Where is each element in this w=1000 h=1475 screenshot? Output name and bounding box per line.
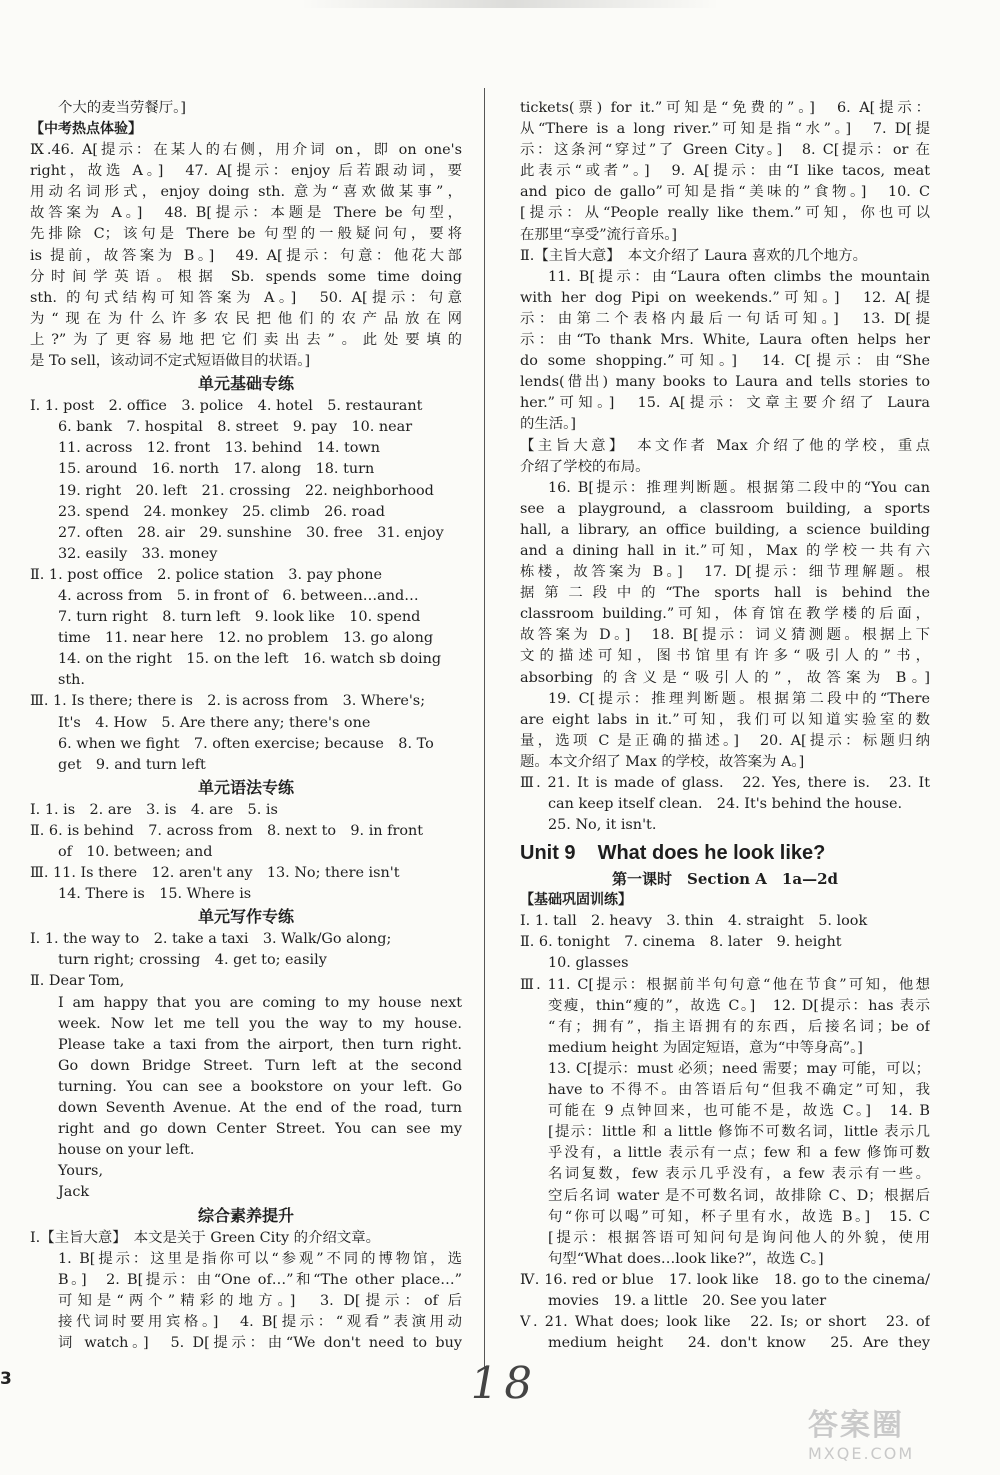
answer-line: 接代词时要用宾格。] 4. B[提示：“观看”表演用动 [58,1313,462,1330]
answer-line: and pico de gallo”可知是指“美味的”食物。] 10. C [520,184,930,201]
answer-line: 空后名词 water 是不可数名词，故排除 C、D；根据后 [548,1187,930,1204]
answer-line: 可知是“两个”精彩的地方。] 3. D[提示：of 后 [58,1292,462,1309]
lesson-title: 第一课时 Section A 1a—2d [612,870,838,889]
answer-line: 题。本文介绍了 Max 的学校，故答案为 A。] [520,753,805,770]
answer-line: 4. across from 5. in front of 6. between…and… [58,587,419,604]
section-heading: 单元语法专练 [197,777,294,797]
answer-line: Ⅱ. 6. is behind 7. across from 8. next to 9. in front [30,822,424,839]
answer-line: Ⅱ. 1. post office 2. police station 3. pay phone [30,566,383,583]
answer-line: have to 不得不。由答语后句“但我不确定”可知，我 [548,1082,930,1099]
answer-line: 故答案为 D。] 18. B[提示：词义猜测题。根据上下 [520,627,930,644]
answer-line: 15. around 16. north 17. along 18. turn [58,461,375,478]
unit-title [520,838,930,868]
answer-line: Ⅰ. 1. tall 2. heavy 3. thin 4. straight 5. look [520,913,868,930]
answer-line: 32. easily 33. money [58,545,218,562]
answer-line: medium height 为固定短语，意为“中等身高”。] [548,1039,863,1056]
answer-line: 示：这条河“穿过”了 Green City。] 8. C[提示：or 在 [520,142,930,159]
answer-line: [提示：根据答语可知问句是询问他人的外貌，使用 [548,1229,930,1246]
answer-line: Go down Bridge Street. Turn left at the second [58,1057,462,1074]
answer-line: 故答案为 A。] 48. B[提示：本题是 There be 句型， [30,205,462,222]
answer-line: and a dining hall in it.”可知，Max 的学校一共有六 [520,542,930,559]
unit-number: Unit 9 [520,842,576,865]
page-number: 3 [0,1369,12,1389]
answer-line: I am happy that you are coming to my house next [58,994,462,1011]
answer-line: 用动名词形式，enjoy doing sth. 意为“喜欢做某事”， [30,184,462,201]
scan-artifact [300,0,720,8]
answer-line: 可能在 9 点钟回来，也可能不是，故选 C。] 14. B [548,1103,930,1120]
answer-line: 变瘦，thin“瘦的”，故选 C。] 12. D[提示：has 表示 [548,997,930,1014]
answer-line: 23. spend 24. monkey 25. climb 26. road [58,503,386,520]
handwritten-page-number: 18 [465,1358,543,1409]
answer-line: her.”可知。] 15. A[提示：文章主要介绍了 Laura [520,395,930,412]
answer-line: Yours, [58,1163,104,1180]
answer-line: 7. turn right 8. turn left 9. look like 10. spend [58,609,421,626]
answer-line: 19. right 20. left 21. crossing 22. neighborhood [58,482,434,499]
answer-line: with her dog Pipi on weekends.”可知。] 12. A[提 [520,289,930,306]
answer-line: [提示：从“People really like them.”可知，你也可以 [520,205,930,222]
answer-line: [提示：little 和 a little 修饰不可数名词，little 表示几 [548,1124,930,1141]
column-divider [484,88,485,1368]
answer-line: Ⅰ. 1. is 2. are 3. is 4. are 5. is [30,801,278,818]
answer-line: B。] 2. B[提示：由“One of…”和“The other place…” [58,1271,462,1288]
answer-line: 25. No, it isn't. [548,817,657,834]
answer-line: 为“现在为什么许多农民把他们的农产品放在网 [30,310,462,327]
answer-line: 名词复数，few 表示几乎没有，a few 表示有一些。 [548,1166,930,1183]
answer-line: 在那里“享受”流行音乐。] [520,226,678,243]
answer-line: 句“你可以喝”可知，杯子里有水，故选 B。] 15. C [548,1208,930,1225]
answer-line: 先排除 C；该句是 There be 句型的一般疑问句，要将 [30,226,462,243]
answer-line: 6. when we fight 7. often exercise; because 8. To [58,735,434,752]
answer-line: 个大的麦当劳餐厅。] [58,100,186,116]
answer-line: 量，选项 C 是正确的描述。] 20. A[提示：标题归纳 [520,732,930,749]
answer-line: 从“There is a long river.”可知是指“水”。] 7. D[提 [520,121,930,138]
answer-line: turning. You can see a bookstore on your left. Go [58,1078,462,1095]
answer-line: 10. glasses [548,955,629,972]
answer-line: 【主旨大意】 本文作者 Max 介绍了他的学校，重点 [520,437,930,454]
answer-line: Ⅸ.46. A[提示：在某人的右侧，用介词 on，即 on one's [30,142,462,159]
answer-line: are eight labs in it.”可知，我们可以知道实验室的数 [520,711,930,728]
answer-line: 1. B[提示：这里是指你可以“参观”不同的博物馆，选 [58,1250,462,1267]
answer-line: 16. B[提示：推理判断题。根据第二段中的“You can [548,479,930,496]
answer-line: 14. There is 15. Where is [58,886,252,903]
answer-line: 据第二段中的“The sports hall is behind the [520,585,930,602]
answer-line: 13. C[提示：must 必须；need 需要；may 可能，可以； [548,1060,930,1077]
right-column [520,98,930,1354]
answer-line: right and go down Center Street. You can see my [58,1121,462,1138]
answer-line: 6. bank 7. hospital 8. street 9. pay 10. near [58,419,413,436]
answer-line: can keep itself clean. 24. It's behind the house. [548,796,903,813]
answer-line: down Seventh Avenue. At the end of the road, turn [58,1100,462,1117]
answer-line: Ⅲ. 11. Is there 12. aren't any 13. No; there isn't [30,865,400,882]
answer-line: do some shopping.”可知。] 14. C[提示：由“She [520,353,930,370]
answer-line: 的生活。] [520,416,576,433]
answer-line: Ⅱ. Dear Tom, [30,973,125,990]
answer-line: 11. B[提示：由“Laura often climbs the mountain [548,268,930,285]
answer-line: Ⅱ.【主旨大意】 本文介绍了 Laura 喜欢的几个地方。 [520,247,867,264]
answer-line: 示：由第二个表格内最后一句话可知。] 13. D[提 [520,310,930,327]
answer-line: 上?”为了更容易地把它们卖出去”。此处要填的 [30,331,462,348]
answer-line: classroom building.”可知，体育馆在教学楼的后面， [520,606,930,623]
answer-line: is 提前，故答案为 B。] 49. A[提示：句意：他花大部 [30,247,462,264]
answer-line: Ⅲ. 21. It is made of glass. 22. Yes, there is. 23. It [520,775,930,791]
answer-line: 介绍了学校的布局。 [520,458,650,475]
answer-line: Ⅱ. 6. tonight 7. cinema 8. later 9. height [520,934,842,951]
answer-line: Please take a taxi from the airport, then turn right. [58,1036,462,1053]
answer-line: week. Now let me tell you the way to my house. [58,1015,462,1032]
answer-line: 文的描述可知，图书馆里有许多“吸引人的”书， [520,648,930,665]
section-heading: 单元基础专练 [197,374,294,394]
answer-line: lends(借出) many books to Laura and tells stories to [520,374,930,391]
answer-line: 句型“What does…look like?”，故选 C。] [548,1250,824,1267]
answer-line: get 9. and turn left [58,756,206,773]
answer-line: Ⅰ. 1. post 2. office 3. police 4. hotel 5. restaurant [30,398,423,415]
answer-line: 11. across 12. front 13. behind 14. town [58,440,380,457]
left-column [30,98,462,1354]
section-tag: 【中考热点体验】 [30,121,142,138]
answer-line: turn right; crossing 4. get to; easily [58,952,327,969]
answer-line: medium height 24. don't know 25. Are they [548,1335,930,1352]
answer-line: 14. on the right 15. on the left 16. watch sb doing [58,651,442,668]
answer-line: 乎没有，a little 表示有一点；few 和 a few 修饰可数 [548,1145,930,1162]
section-heading: 单元写作专练 [197,907,294,927]
answer-line: 栋楼，故答案为 B。] 17. D[提示：细节理解题。根 [520,564,930,581]
answer-line: house on your left. [58,1142,195,1159]
answer-line: “有；拥有”，指主语拥有的东西，后接名词；be of [548,1018,930,1035]
answer-line: 是 To sell，该动词不定式短语做目的状语。] [30,353,311,370]
answer-line: Jack [58,1184,90,1201]
answer-line: of 10. between; and [58,844,213,860]
answer-line: Ⅴ. 21. What does; look like 22. Is; or short 23. of [520,1314,930,1331]
answer-line: Ⅰ. 1. the way to 2. take a taxi 3. Walk/Go along; [30,931,392,948]
answer-line: tickets(票) for it.”可知是“免费的”。] 6. A[提示： [520,100,930,116]
answer-line: 此表示“或者”。] 9. A[提示：由“I like tacos, meat [520,163,930,180]
answer-line: Ⅰ.【主旨大意】 本文是关于 Green City 的介绍文章。 [30,1229,381,1246]
answer-line: right，故选 A。] 47. A[提示：enjoy 后若跟动词，要 [30,163,462,180]
section-tag: 【基础巩固训练】 [520,892,632,909]
answer-line: Ⅳ. 16. red or blue 17. look like 18. go to the cinema/ [520,1271,930,1288]
answer-line: sth. [58,672,86,689]
answer-line: 示：由“To thank Mrs. White, Laura often helps her [520,332,930,349]
answer-line: 词 watch。] 5. D[提示：由“We don't need to buy [58,1334,462,1351]
watermark-logo [808,1400,988,1470]
answer-line: 27. often 28. air 29. sunshine 30. free 31. enjoy [58,524,444,541]
answer-line: Ⅲ. 1. Is there; there is 2. is across from 3. Where's; [30,693,426,710]
answer-line: Ⅲ. 11. C[提示：根据前半句句意“他在节食”可知，他想 [520,976,930,993]
answer-line: It's 4. How 5. Are there any; there's one [58,714,371,731]
answer-line: absorbing 的含义是“吸引人的”，故答案为 B。] [520,669,930,686]
answer-line: sth. 的句式结构可知答案为 A。] 50. A[提示：句意 [30,289,462,306]
answer-line: time 11. near here 12. no problem 13. go along [58,630,434,647]
answer-line: hall, a library, an office building, a science building [520,521,930,538]
answer-line: 19. C[提示：推理判断题。根据第二段中的“There [548,690,930,707]
answer-line: movies 19. a little 20. See you later [548,1292,827,1309]
answer-line: 分时间学英语。根据 Sb. spends some time doing [30,268,462,285]
section-heading: 综合素养提升 [197,1205,294,1225]
answer-line: see a playground, a classroom building, a sports [520,500,930,517]
unit-name: What does he look like? [597,842,826,865]
watermark-top: 答案圈 [808,1408,904,1443]
watermark-bottom: MXQE.COM [808,1444,915,1463]
